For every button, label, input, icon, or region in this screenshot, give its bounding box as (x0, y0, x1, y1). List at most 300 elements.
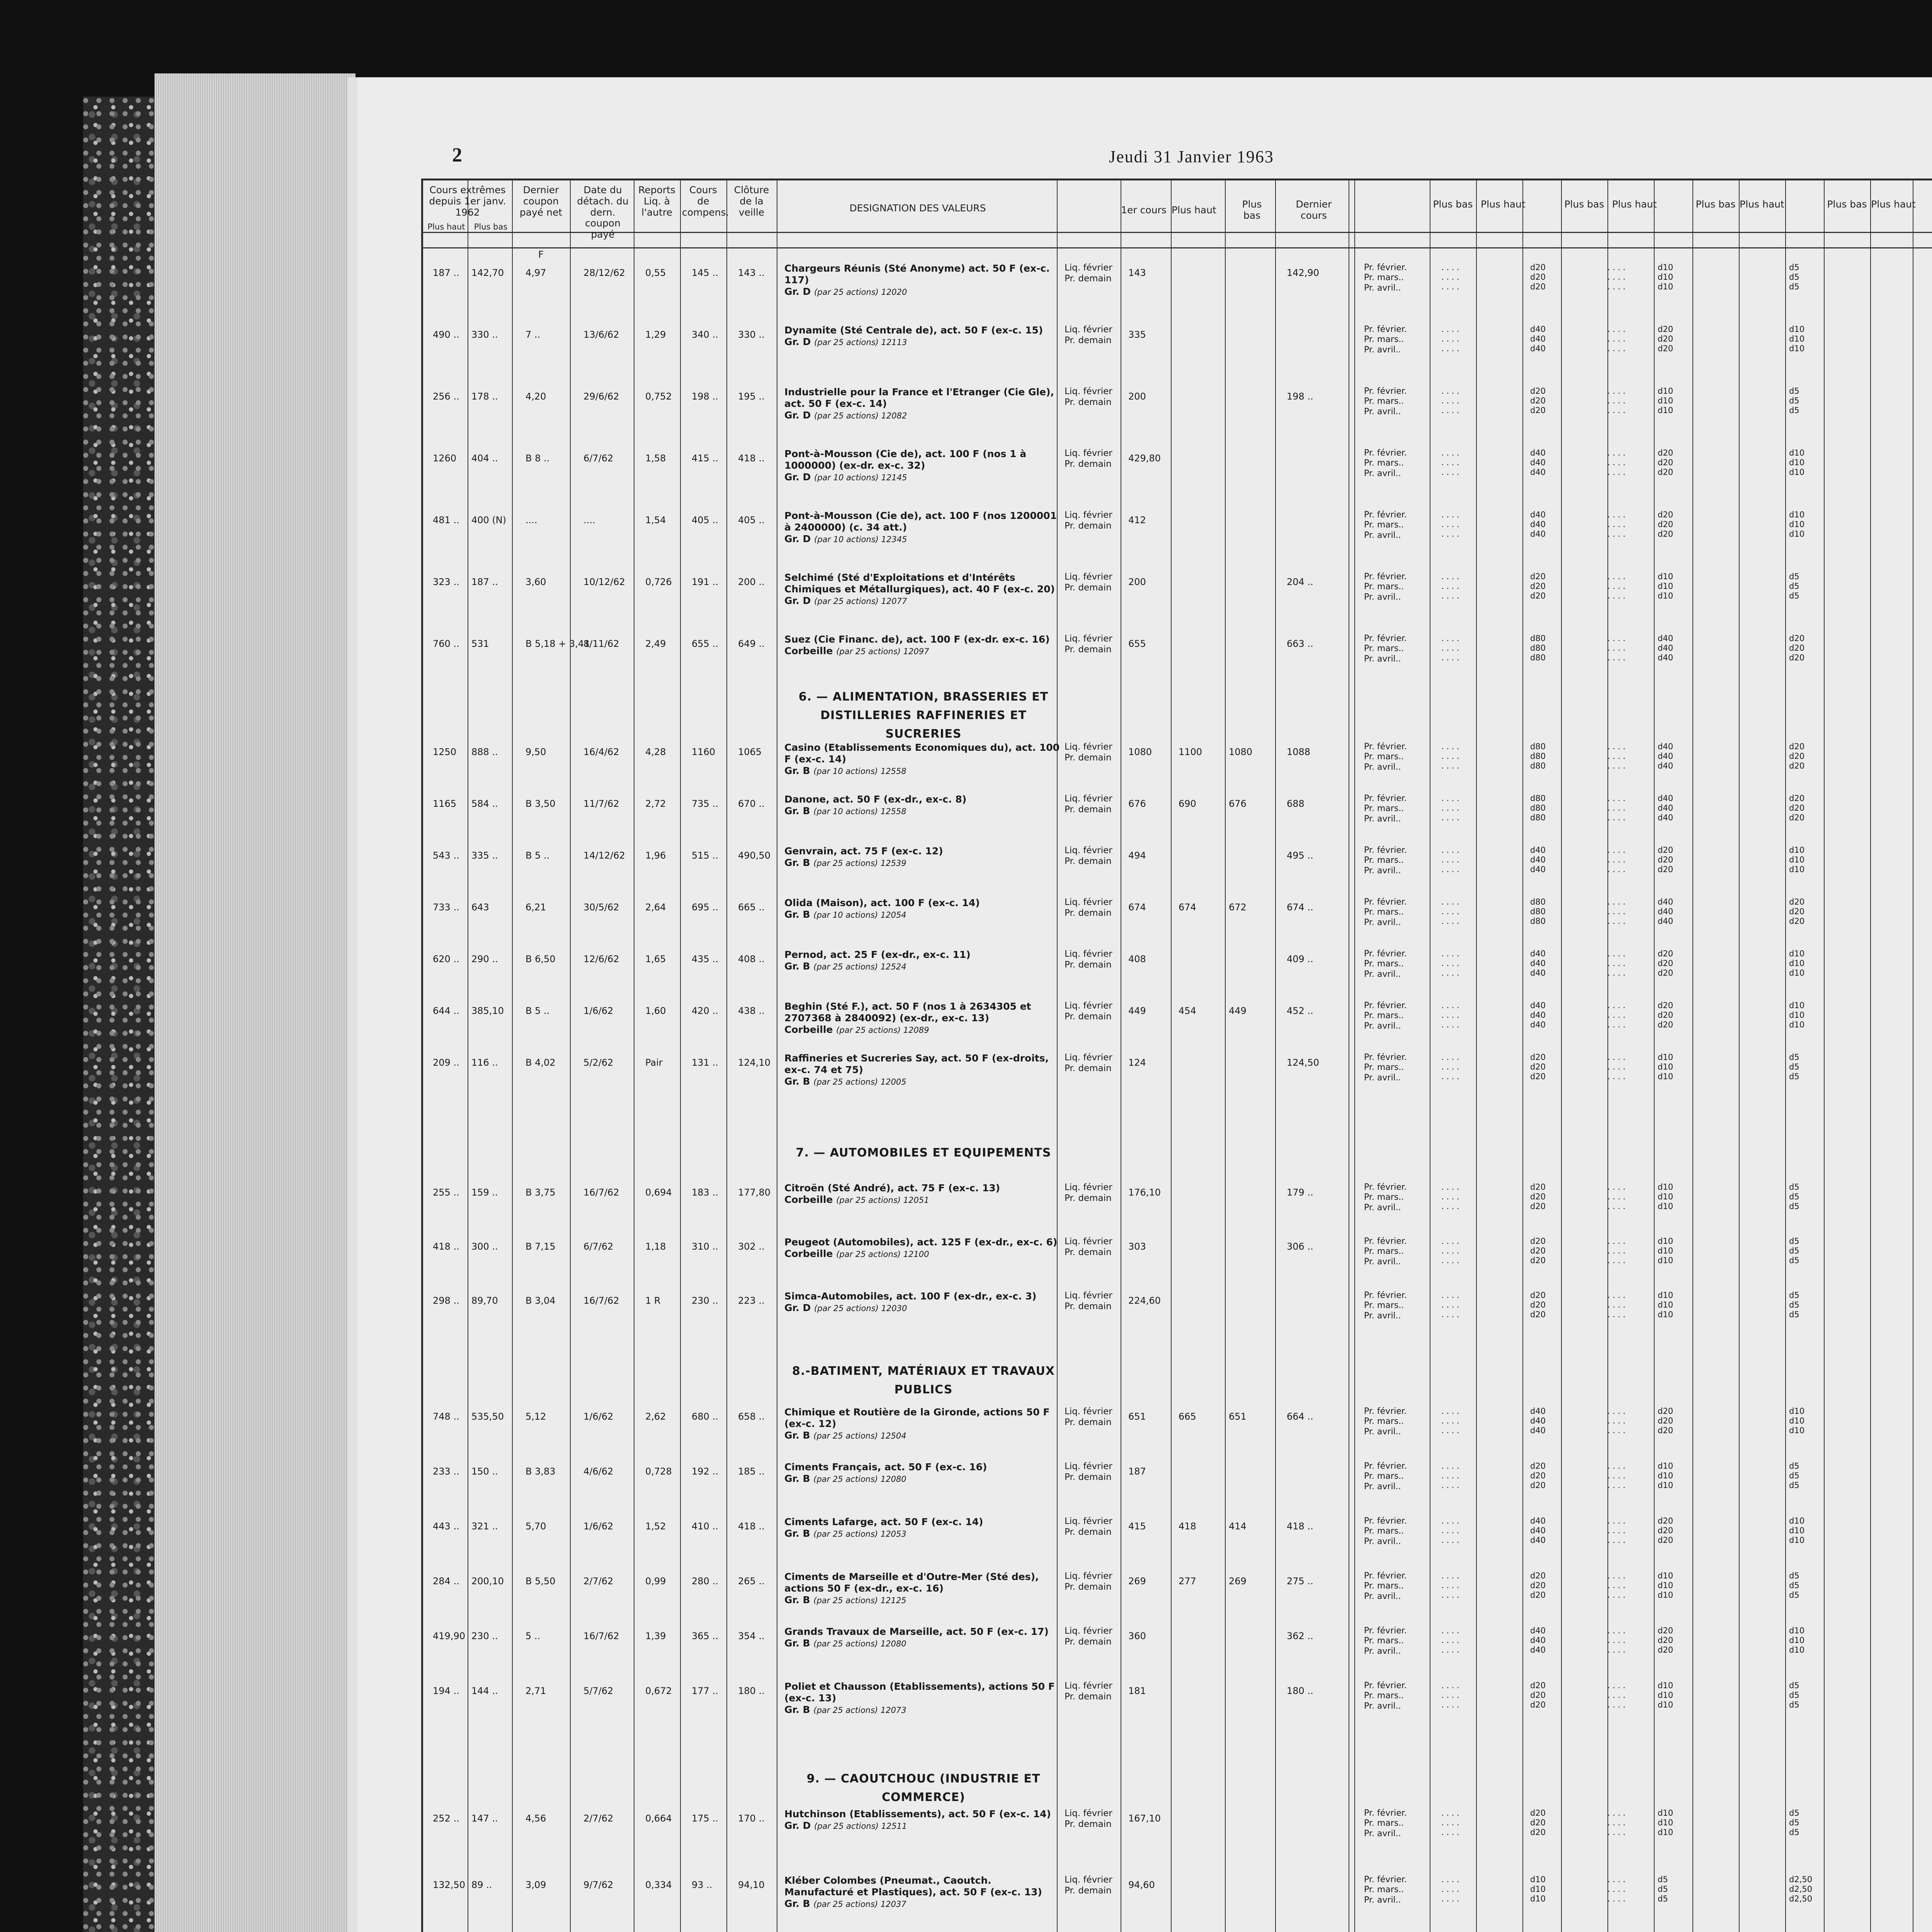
plus-haut-value: 1250 (433, 747, 457, 757)
valeur-designation (784, 572, 1063, 607)
dernier-cours-value: 418 .. (1287, 1521, 1313, 1532)
valeur-code: 12051 (903, 1196, 929, 1205)
prime-d-values-1: d40 d40 d40 (1530, 1406, 1546, 1435)
dernier-cours-value: 142,90 (1287, 267, 1319, 278)
prime-d-values-2: d10 d10 d10 (1658, 1681, 1673, 1710)
primes-labels: Pr. février. Pr. mars.. Pr. avril.. (1364, 572, 1407, 602)
prime-dots: . . . . . . . . . . . . (1441, 1626, 1459, 1655)
date-detachement-value: 6/7/62 (583, 1241, 614, 1252)
cloture-value: 408 .. (738, 954, 765, 964)
cours-compens-value: 183 .. (692, 1187, 718, 1198)
premier-cours-value: 200 (1128, 577, 1146, 587)
prime-dots: . . . . . . . . . . . . (1441, 1571, 1459, 1600)
primes-labels: Pr. février. Pr. mars.. Pr. avril.. (1364, 1571, 1407, 1601)
reports-value: 1,54 (645, 515, 666, 526)
primes-labels: Pr. février. Pr. mars.. Pr. avril.. (1364, 1236, 1407, 1267)
prime-dots-2: . . . . . . . . . . . . (1607, 949, 1626, 978)
valeur-code: 12080 (880, 1639, 906, 1648)
valeur-name: Pernod, act. 25 F (ex-dr., ex-c. 11) (784, 949, 971, 960)
premier-cours-value: 269 (1128, 1576, 1146, 1587)
valeur-designation (784, 1001, 1063, 1036)
prime-d-values-1: d20 d20 d20 (1530, 1291, 1546, 1320)
primes-labels: Pr. février. Pr. mars.. Pr. avril.. (1364, 448, 1407, 478)
hdr-plus-bas-5: Plus bas (1696, 199, 1736, 210)
valeur-code: 12053 (880, 1529, 906, 1539)
valeur-group: Corbeille (784, 645, 837, 656)
dernier-coupon-value: 5 .. (526, 1631, 541, 1641)
plus-bas-value: 187 .. (471, 577, 498, 587)
prime-dots-2: . . . . . . . . . . . . (1607, 1875, 1626, 1904)
premier-cours-value: 449 (1128, 1005, 1146, 1016)
liquidation-label: Liq. février Pr. demain (1065, 1461, 1112, 1482)
prime-dots: . . . . . . . . . . . . (1441, 510, 1459, 539)
table-row (421, 325, 1932, 375)
prime-dots-2: . . . . . . . . . . . . (1607, 263, 1626, 292)
cloture-value: 170 .. (738, 1813, 765, 1824)
prime-dots: . . . . . . . . . . . . (1441, 1001, 1459, 1030)
premier-cours-value: 429,80 (1128, 453, 1161, 464)
plus-bas-value: 321 .. (471, 1521, 498, 1532)
hdr-reports: Reports Liq. à l'autre (638, 184, 675, 218)
primes-labels: Pr. février. Pr. mars.. Pr. avril.. (1364, 794, 1407, 824)
table-row (421, 845, 1932, 896)
date-detachement-value: 16/4/62 (583, 747, 619, 757)
valeur-designation (784, 1291, 1063, 1314)
dernier-coupon-value: 5,70 (526, 1521, 546, 1532)
table-row (421, 1182, 1932, 1233)
table-row (421, 1291, 1932, 1341)
plus-bas-value: 230 .. (471, 1631, 498, 1641)
header-rule (421, 232, 1932, 233)
prime-d-values-3: d20 d20 d20 (1789, 794, 1805, 823)
prime-d-values-2: d10 d10 d10 (1658, 1808, 1673, 1837)
dernier-cours-value: 306 .. (1287, 1241, 1313, 1252)
valeur-designation (784, 794, 1063, 817)
prime-d-values-3: d5 d5 d5 (1789, 1681, 1799, 1710)
prime-dots: . . . . . . . . . . . . (1441, 1808, 1459, 1837)
valeur-quantity: (par 25 actions) (813, 1475, 881, 1484)
valeur-group: Gr. B (784, 1638, 814, 1649)
cloture-value: 185 .. (738, 1466, 765, 1477)
prime-d-values-3: d5 d5 d5 (1789, 1461, 1799, 1490)
prime-dots-2: . . . . . . . . . . . . (1607, 325, 1626, 354)
dernier-coupon-value: 7 .. (526, 329, 541, 340)
prime-dots-2: . . . . . . . . . . . . (1607, 1626, 1626, 1655)
prime-d-values-3: d5 d5 d5 (1789, 572, 1799, 601)
page-date: Jeudi 31 Janvier 1963 (1109, 147, 1274, 166)
date-detachement-value: 6/7/62 (583, 453, 614, 464)
premier-cours-value: 224,60 (1128, 1295, 1161, 1306)
date-detachement-value: 14/12/62 (583, 850, 625, 861)
dernier-coupon-value: B 3,75 (526, 1187, 556, 1198)
prime-d-values-3: d5 d5 d5 (1789, 263, 1799, 292)
dernier-coupon-value: B 5 .. (526, 850, 550, 861)
valeur-code: 12145 (881, 473, 907, 482)
table-row (421, 1406, 1932, 1457)
valeur-designation (784, 263, 1063, 298)
hdr-franc-unit: F (538, 249, 544, 260)
plus-haut-value: 490 .. (433, 329, 459, 340)
prime-d-values-1: d20 d20 d20 (1530, 1571, 1546, 1600)
cours-compens-value: 175 .. (692, 1813, 718, 1824)
reports-value: 1,96 (645, 850, 666, 861)
premier-cours-value: 124 (1128, 1057, 1146, 1068)
prime-d-values-2: d40 d40 d40 (1658, 897, 1673, 926)
hdr-cours-extremes: Cours extrêmes depuis 1er janv. 1962 (429, 184, 506, 218)
prime-d-values-2: d10 d10 d10 (1658, 1461, 1673, 1490)
valeur-code: 12504 (880, 1431, 906, 1440)
cours-compens-value: 145 .. (692, 267, 718, 278)
valeur-code: 12020 (881, 287, 907, 297)
plus-bas-value: 335 .. (471, 850, 498, 861)
date-detachement-value: 5/2/62 (583, 1057, 614, 1068)
date-detachement-value: 9/7/62 (583, 1879, 614, 1890)
table-row (421, 1626, 1932, 1676)
prime-d-values-2: d20 d20 d20 (1658, 1406, 1673, 1435)
prime-dots-2: . . . . . . . . . . . . (1607, 1461, 1626, 1490)
valeur-name: Grands Travaux de Marseille, act. 50 F (ex-c. 17) (784, 1626, 1049, 1637)
valeur-code: 12097 (903, 647, 929, 656)
plus-haut-value: 418 .. (433, 1241, 459, 1252)
prime-d-values-3: d20 d20 d20 (1789, 742, 1805, 771)
prime-dots-2: . . . . . . . . . . . . (1607, 634, 1626, 663)
dernier-coupon-value: B 7,15 (526, 1241, 556, 1252)
liquidation-label: Liq. février Pr. demain (1065, 386, 1112, 407)
reports-value: 0,99 (645, 1576, 666, 1587)
prime-d-values-2: d10 d10 d10 (1658, 1571, 1673, 1600)
plus-haut-seance-value: 277 (1179, 1576, 1196, 1587)
prime-d-values-2: d10 d10 d10 (1658, 263, 1673, 292)
liquidation-label: Liq. février Pr. demain (1065, 263, 1112, 284)
table-row (421, 263, 1932, 313)
liquidation-label: Liq. février Pr. demain (1065, 1053, 1112, 1073)
valeur-code: 12089 (903, 1026, 929, 1035)
valeur-code: 12037 (880, 1900, 906, 1909)
plus-haut-value: 323 .. (433, 577, 459, 587)
valeur-name: Hutchinson (Etablissements), act. 50 F (ex-c. 14) (784, 1808, 1051, 1820)
prime-dots: . . . . . . . . . . . . (1441, 1291, 1459, 1320)
valeur-quantity: (par 10 actions) (813, 807, 881, 816)
plus-haut-value: 733 .. (433, 902, 459, 913)
table-row (421, 1001, 1932, 1051)
cours-compens-value: 695 .. (692, 902, 718, 913)
prime-d-values-3: d5 d5 d5 (1789, 1291, 1799, 1320)
prime-d-values-1: d20 d20 d20 (1530, 1808, 1546, 1837)
primes-labels: Pr. février. Pr. mars.. Pr. avril.. (1364, 634, 1407, 664)
prime-d-values-1: d20 d20 d20 (1530, 1236, 1546, 1265)
premier-cours-value: 360 (1128, 1631, 1146, 1641)
valeur-code: 12511 (881, 1821, 907, 1831)
valeur-group: Gr. D (784, 471, 814, 483)
valeur-code: 12005 (880, 1077, 906, 1087)
plus-bas-value: 178 .. (471, 391, 498, 402)
prime-dots: . . . . . . . . . . . . (1441, 448, 1459, 477)
dernier-coupon-value: 6,21 (526, 902, 546, 913)
cours-compens-value: 405 .. (692, 515, 718, 526)
prime-d-values-2: d20 d20 d20 (1658, 448, 1673, 477)
valeur-quantity: (par 25 actions) (813, 1077, 881, 1087)
prime-d-values-1: d40 d40 d40 (1530, 1516, 1546, 1545)
cours-compens-value: 198 .. (692, 391, 718, 402)
date-detachement-value: 1/6/62 (583, 1411, 614, 1422)
cloture-value: 94,10 (738, 1879, 765, 1890)
prime-d-values-1: d80 d80 d80 (1530, 897, 1546, 926)
prime-dots-2: . . . . . . . . . . . . (1607, 1182, 1626, 1211)
prime-d-values-3: d10 d10 d10 (1789, 325, 1805, 354)
cloture-value: 658 .. (738, 1411, 765, 1422)
primes-labels: Pr. février. Pr. mars.. Pr. avril.. (1364, 1182, 1407, 1213)
liquidation-label: Liq. février Pr. demain (1065, 1875, 1112, 1896)
plus-bas-value: 330 .. (471, 329, 498, 340)
prime-d-values-3: d20 d20 d20 (1789, 634, 1805, 663)
hdr-plus-bas-6: Plus bas (1827, 199, 1867, 210)
prime-d-values-3: d5 d5 d5 (1789, 1182, 1799, 1211)
valeur-code: 12125 (880, 1596, 906, 1605)
prime-d-values-3: d10 d10 d10 (1789, 510, 1805, 539)
valeur-name: Pont-à-Mousson (Cie de), act. 100 F (nos 1200001 à 2400000) (c. 34 att.) (784, 510, 1057, 533)
prime-d-values-1: d40 d40 d40 (1530, 1626, 1546, 1655)
prime-d-values-2: d40 d40 d40 (1658, 794, 1673, 823)
date-detachement-value: 28/12/62 (583, 267, 625, 278)
valeur-group: Gr. B (784, 1898, 814, 1909)
dernier-cours-value: 495 .. (1287, 850, 1313, 861)
prime-d-values-3: d20 d20 d20 (1789, 897, 1805, 926)
cours-compens-value: 230 .. (692, 1295, 718, 1306)
prime-d-values-2: d20 d20 d20 (1658, 949, 1673, 978)
cours-compens-value: 280 .. (692, 1576, 718, 1587)
valeur-quantity: (par 25 actions) (836, 647, 903, 656)
valeur-code: 12080 (880, 1475, 906, 1484)
table-row (421, 1808, 1932, 1859)
reports-value: 1 R (645, 1295, 661, 1306)
cours-compens-value: 415 .. (692, 453, 718, 464)
valeur-name: Olida (Maison), act. 100 F (ex-c. 14) (784, 897, 980, 908)
reports-value: 1,52 (645, 1521, 666, 1532)
hdr-date-detach: Date du détach. du dern. coupon payé (577, 184, 629, 240)
reports-value: 1,29 (645, 329, 666, 340)
reports-value: 1,58 (645, 453, 666, 464)
page-number: 2 (452, 144, 462, 166)
primes-labels: Pr. février. Pr. mars.. Pr. avril.. (1364, 1406, 1407, 1437)
dernier-coupon-value: 4,56 (526, 1813, 546, 1824)
valeur-designation (784, 1808, 1063, 1832)
valeur-group: Gr. B (784, 1473, 814, 1484)
valeur-code: 12077 (881, 597, 907, 606)
prime-d-values-2: d10 d10 d10 (1658, 1236, 1673, 1265)
valeur-name: Beghin (Sté F.), act. 50 F (nos 1 à 2634305 et 2707368 à 2840092) (ex-dr., ex-c. 13) (784, 1001, 1031, 1024)
section-title-8: 8.-BATIMENT, MATÉRIAUX ET TRAVAUX PUBLICS (792, 1364, 1055, 1396)
prime-dots-2: . . . . . . . . . . . . (1607, 897, 1626, 926)
header-rule-2 (421, 247, 1932, 248)
premier-cours-value: 415 (1128, 1521, 1146, 1532)
valeur-group: Gr. D (784, 595, 814, 606)
valeur-quantity: (par 25 actions) (813, 1900, 881, 1909)
cloture-value: 418 .. (738, 453, 765, 464)
valeur-group: Corbeille (784, 1248, 837, 1259)
prime-dots: . . . . . . . . . . . . (1441, 845, 1459, 874)
dernier-cours-value: 663 .. (1287, 638, 1313, 649)
prime-d-values-3: d5 d5 d5 (1789, 386, 1799, 415)
premier-cours-value: 412 (1128, 515, 1146, 526)
cloture-value: 180 .. (738, 1685, 765, 1696)
prime-dots: . . . . . . . . . . . . (1441, 386, 1459, 415)
cours-compens-value: 735 .. (692, 798, 718, 809)
plus-bas-value: 142,70 (471, 267, 504, 278)
prime-d-values-1: d80 d80 d80 (1530, 742, 1546, 771)
plus-bas-seance-value: 449 (1229, 1005, 1247, 1016)
liquidation-label: Liq. février Pr. demain (1065, 572, 1112, 593)
prime-dots: . . . . . . . . . . . . (1441, 1236, 1459, 1265)
cloture-value: 490,50 (738, 850, 770, 861)
cours-compens-value: 191 .. (692, 577, 718, 587)
valeur-code: 12073 (880, 1706, 906, 1715)
plus-haut-value: 252 .. (433, 1813, 459, 1824)
hdr-dernier-cours: Dernier cours (1296, 199, 1332, 221)
liquidation-label: Liq. février Pr. demain (1065, 1291, 1112, 1311)
prime-d-values-1: d80 d80 d80 (1530, 634, 1546, 663)
valeur-quantity: (par 10 actions) (814, 473, 881, 482)
liquidation-label: Liq. février Pr. demain (1065, 742, 1112, 763)
cours-compens-value: 131 .. (692, 1057, 718, 1068)
prime-d-values-3: d10 d10 d10 (1789, 1406, 1805, 1435)
date-detachement-value: 10/12/62 (583, 577, 625, 587)
valeur-code: 12558 (880, 767, 906, 776)
premier-cours-value: 176,10 (1128, 1187, 1161, 1198)
plus-haut-value: 1260 (433, 453, 457, 464)
dernier-cours-value: 180 .. (1287, 1685, 1313, 1696)
cours-compens-value: 435 .. (692, 954, 718, 964)
valeur-code: 12539 (880, 859, 906, 868)
primes-labels: Pr. février. Pr. mars.. Pr. avril.. (1364, 742, 1407, 772)
prime-d-values-2: d10 d10 d10 (1658, 386, 1673, 415)
prime-d-values-2: d20 d20 d20 (1658, 1626, 1673, 1655)
prime-dots: . . . . . . . . . . . . (1441, 1516, 1459, 1545)
cours-compens-value: 515 .. (692, 850, 718, 861)
liquidation-label: Liq. février Pr. demain (1065, 1516, 1112, 1537)
plus-haut-value: 187 .. (433, 267, 459, 278)
cours-compens-value: 340 .. (692, 329, 718, 340)
primes-labels: Pr. février. Pr. mars.. Pr. avril.. (1364, 386, 1407, 417)
valeur-group: Gr. B (784, 961, 814, 972)
premier-cours-value: 303 (1128, 1241, 1146, 1252)
table-row (421, 794, 1932, 844)
prime-dots-2: . . . . . . . . . . . . (1607, 510, 1626, 539)
valeur-group: Gr. B (784, 1594, 814, 1605)
table-row (421, 448, 1932, 498)
prime-d-values-3: d5 d5 d5 (1789, 1053, 1799, 1082)
primes-labels: Pr. février. Pr. mars.. Pr. avril.. (1364, 1001, 1407, 1031)
dernier-cours-value: 362 .. (1287, 1631, 1313, 1641)
table-row (421, 634, 1932, 684)
dernier-coupon-value: 4,97 (526, 267, 546, 278)
hdr-plus-haut-6: Plus haut (1871, 199, 1916, 210)
dernier-coupon-value: B 3,50 (526, 798, 556, 809)
valeur-quantity: (par 25 actions) (813, 1596, 881, 1605)
prime-d-values-2: d40 d40 d40 (1658, 634, 1673, 663)
premier-cours-value: 676 (1128, 798, 1146, 809)
valeur-quantity: (par 25 actions) (814, 338, 881, 347)
valeur-quantity: (par 25 actions) (813, 859, 881, 868)
cours-compens-value: 655 .. (692, 638, 718, 649)
valeur-name: Danone, act. 50 F (ex-dr., ex-c. 8) (784, 794, 967, 805)
valeur-group: Gr. B (784, 765, 814, 776)
prime-dots: . . . . . . . . . . . . (1441, 794, 1459, 823)
prime-d-values-3: d10 d10 d10 (1789, 845, 1805, 874)
prime-dots: . . . . . . . . . . . . (1441, 949, 1459, 978)
prime-dots-2: . . . . . . . . . . . . (1607, 742, 1626, 771)
prime-d-values-2: d10 d10 d10 (1658, 572, 1673, 601)
premier-cours-value: 187 (1128, 1466, 1146, 1477)
prime-dots: . . . . . . . . . . . . (1441, 263, 1459, 292)
plus-bas-seance-value: 651 (1229, 1411, 1247, 1422)
plus-bas-value: 400 (N) (471, 515, 507, 526)
valeur-quantity: (par 25 actions) (813, 1431, 881, 1440)
plus-bas-value: 200,10 (471, 1576, 504, 1587)
valeur-quantity: (par 25 actions) (813, 1706, 881, 1715)
valeur-group: Gr. D (784, 533, 814, 544)
plus-bas-seance-value: 414 (1229, 1521, 1247, 1532)
reports-value: 1,18 (645, 1241, 666, 1252)
primes-labels: Pr. février. Pr. mars.. Pr. avril.. (1364, 1053, 1407, 1083)
date-detachement-value: 16/7/62 (583, 1631, 619, 1641)
valeur-designation (784, 1681, 1063, 1716)
valeur-designation (784, 1626, 1063, 1649)
premier-cours-value: 200 (1128, 391, 1146, 402)
valeur-group: Gr. B (784, 857, 814, 868)
valeur-designation (784, 1461, 1063, 1485)
valeur-group: Corbeille (784, 1024, 837, 1035)
valeur-quantity: (par 25 actions) (836, 1250, 903, 1259)
cours-compens-value: 177 .. (692, 1685, 718, 1696)
primes-labels: Pr. février. Pr. mars.. Pr. avril.. (1364, 1875, 1407, 1905)
date-detachement-value: 30/5/62 (583, 902, 619, 913)
prime-d-values-1: d10 d10 d10 (1530, 1875, 1546, 1904)
reports-value: 0,672 (645, 1685, 672, 1696)
plus-bas-value: 150 .. (471, 1466, 498, 1477)
plus-haut-value: 132,50 (433, 1879, 465, 1890)
prime-d-values-3: d10 d10 d10 (1789, 949, 1805, 978)
plus-bas-value: 159 .. (471, 1187, 498, 1198)
plus-bas-value: 531 (471, 638, 489, 649)
prime-dots-2: . . . . . . . . . . . . (1607, 1681, 1626, 1710)
valeur-group: Gr. B (784, 1704, 814, 1715)
table-row (421, 1461, 1932, 1512)
prime-d-values-1: d20 d20 d20 (1530, 263, 1546, 292)
table-row (421, 949, 1932, 999)
date-detachement-value: .... (583, 515, 595, 526)
liquidation-label: Liq. février Pr. demain (1065, 1001, 1112, 1022)
prime-d-values-1: d20 d20 d20 (1530, 386, 1546, 415)
plus-haut-seance-value: 418 (1179, 1521, 1196, 1532)
valeur-quantity: (par 25 actions) (813, 1639, 881, 1648)
valeur-quantity: (par 25 actions) (814, 287, 881, 297)
premier-cours-value: 1080 (1128, 747, 1152, 757)
valeur-name: Ciments de Marseille et d'Outre-Mer (Sté des), actions 50 F (ex-dr., ex-c. 16) (784, 1571, 1039, 1594)
valeur-designation (784, 448, 1063, 483)
valeur-designation (784, 1516, 1063, 1539)
dernier-coupon-value: B 5,18 + 3,41 (526, 638, 590, 649)
prime-dots-2: . . . . . . . . . . . . (1607, 845, 1626, 874)
prime-d-values-2: d10 d10 d10 (1658, 1182, 1673, 1211)
dernier-cours-value: 179 .. (1287, 1187, 1313, 1198)
plus-haut-value: 233 .. (433, 1466, 459, 1477)
plus-bas-seance-value: 672 (1229, 902, 1247, 913)
dernier-cours-value: 1088 (1287, 747, 1311, 757)
premier-cours-value: 651 (1128, 1411, 1146, 1422)
plus-haut-value: 419,90 (433, 1631, 465, 1641)
hdr-dernier-coupon: Dernier coupon payé net (519, 184, 563, 218)
premier-cours-value: 655 (1128, 638, 1146, 649)
